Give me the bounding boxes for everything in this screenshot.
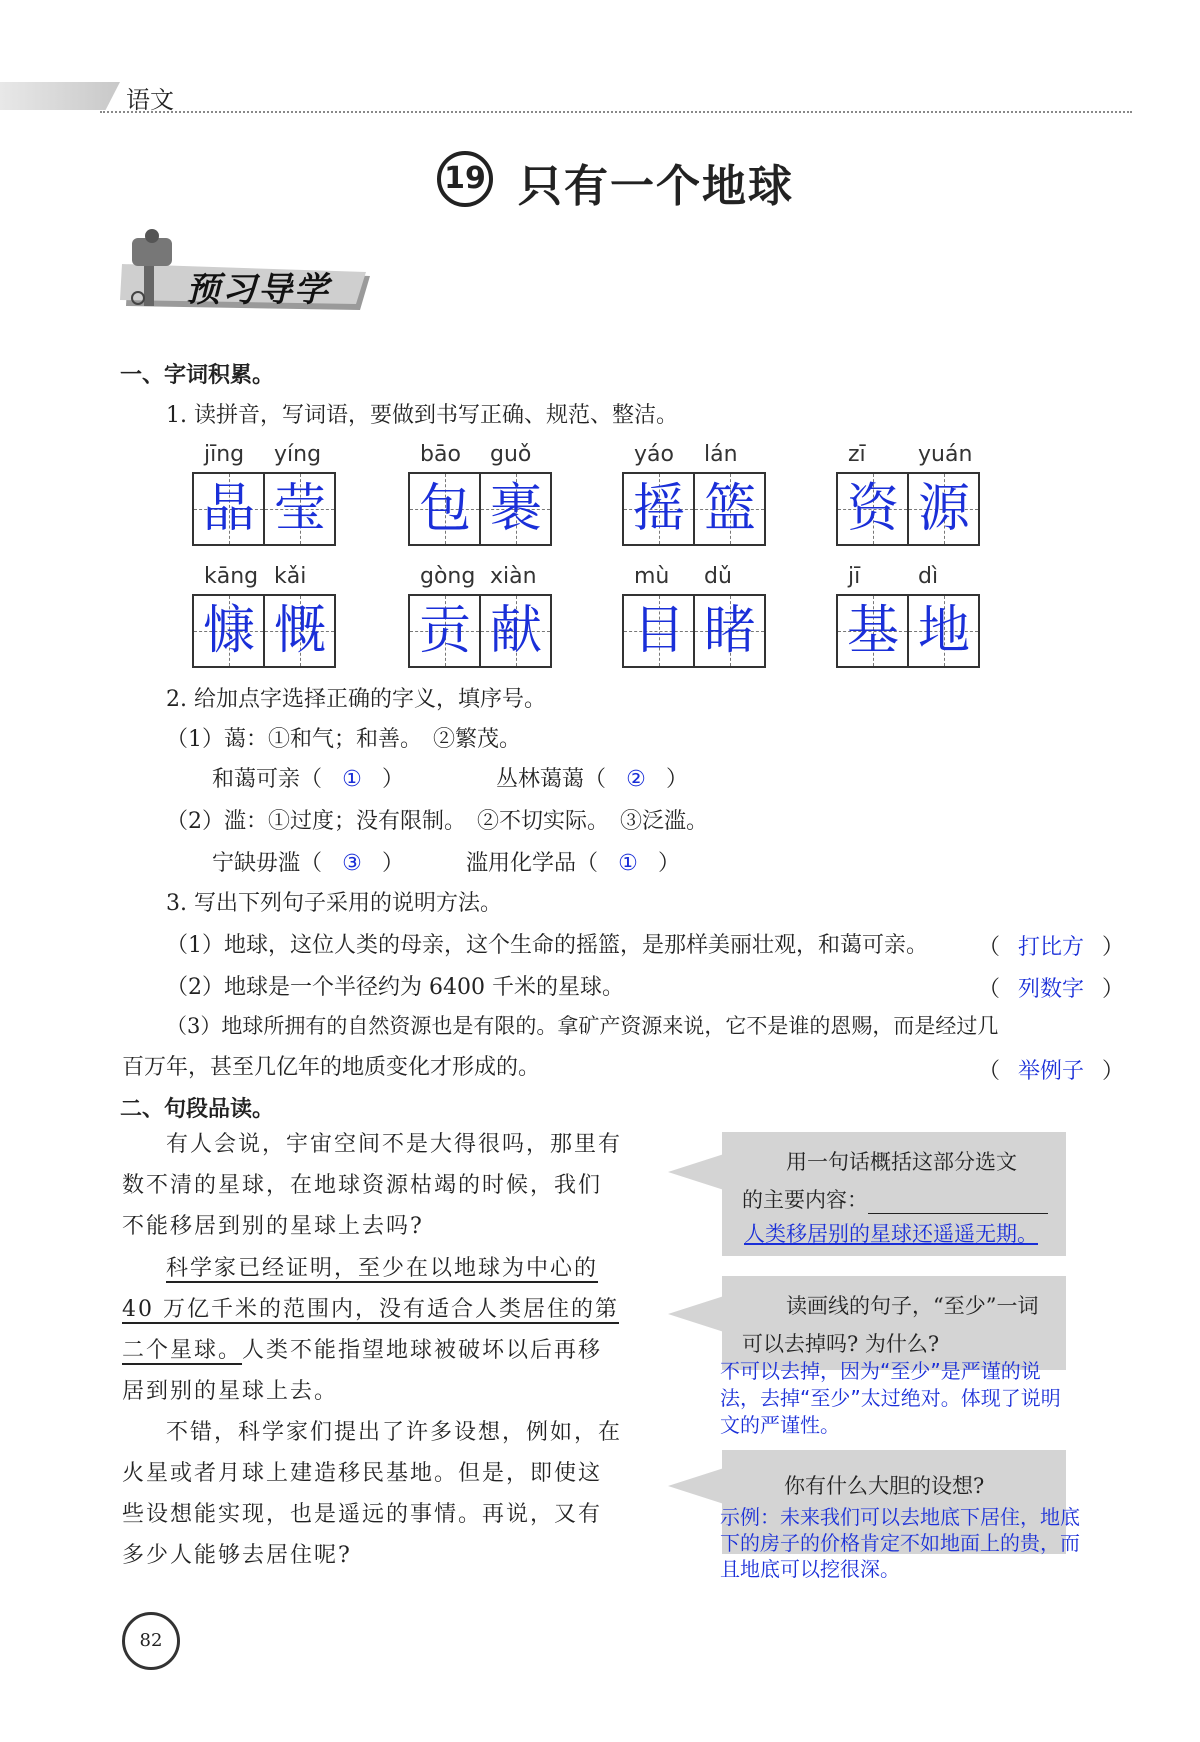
- subject-label: 语文: [126, 86, 174, 114]
- grid-cell[interactable]: [838, 596, 907, 666]
- part2-heading: 二、句段品读。: [120, 1097, 275, 1122]
- header-rule: [100, 111, 1132, 113]
- answer-char: 晶: [202, 479, 255, 539]
- grid-cell[interactable]: [479, 474, 550, 544]
- grid-cell[interactable]: [624, 474, 693, 544]
- passage-paragraph-2-rest: 人类不能指望地球被破坏以后再移居到别的星球上去。: [122, 1338, 603, 1404]
- grid-cell[interactable]: [194, 596, 263, 666]
- close-paren: ）: [382, 851, 405, 876]
- pinyin: yáo: [634, 442, 674, 467]
- q3-3-sentence-line2: 百万年，甚至几亿年的地质变化才形成的。: [122, 1055, 541, 1080]
- writing-grid: [622, 472, 766, 546]
- q2-1b-answer[interactable]: ②: [626, 767, 646, 792]
- part1-heading: 一、字词积累。: [120, 363, 275, 388]
- pinyin: gòng: [420, 564, 476, 589]
- passage-paragraph-1: 有人会说，宇宙空间不是大得很吗，那里有数不清的星球，在地球资源枯竭的时候，我们不能移居到别的星球上去吗?: [122, 1132, 623, 1239]
- question-box-underline: [722, 1276, 1066, 1370]
- answer-char: 裹: [489, 479, 542, 539]
- q2-2a-text: 宁缺毋滥（: [212, 851, 323, 876]
- answer-char: 慨: [273, 601, 326, 661]
- grid-cell[interactable]: [907, 596, 978, 666]
- close-paren: ）: [1102, 977, 1125, 1002]
- close-paren: ）: [1102, 935, 1125, 960]
- pinyin: dì: [918, 564, 939, 589]
- q3-1-sentence: （1）地球，这位人类的母亲，这个生命的摇篮，是那样美丽壮观，和蔼可亲。: [166, 933, 928, 958]
- q3-2-answer-bracket: [978, 972, 1124, 1003]
- close-paren: ）: [382, 767, 405, 792]
- q2-1a-text: 和蔼可亲（: [212, 767, 323, 792]
- q3-3-answer-bracket: [978, 1054, 1124, 1085]
- pinyin: jīng: [204, 442, 245, 467]
- pinyin: dǔ: [704, 564, 732, 589]
- box1-question-line2: [722, 1176, 1066, 1214]
- q3-3-sentence-line1: （3）地球所拥有的自然资源也是有限的。拿矿产资源来说，它不是谁的恩赐，而是经过几: [166, 1014, 999, 1038]
- passage-paragraph-2: [122, 1248, 622, 1412]
- q1-prompt: 1. 读拼音，写词语，要做到书写正确、规范、整洁。: [166, 403, 678, 428]
- box2-question-line1: 读画线的句子，“至少”一词: [786, 1294, 1039, 1318]
- q2-1-definitions: （1）蔼：①和气；和善。 ②繁茂。: [166, 727, 521, 752]
- close-paren: ）: [658, 851, 681, 876]
- q2-2b-answer[interactable]: ①: [618, 851, 638, 876]
- answer-char: 地: [917, 601, 970, 661]
- answer-char: 贡: [418, 601, 471, 661]
- q2-2b-text: 滥用化学品（: [466, 851, 599, 876]
- pinyin: xiàn: [490, 564, 537, 589]
- writing-grid: [192, 594, 336, 668]
- answer-char: 源: [917, 479, 970, 539]
- underlined-sentence: 科学家已经证明，至少在以地球为中心的40 万亿千米的范围内，没有适合人类居住的第二个星球。: [122, 1256, 619, 1363]
- writing-grid: [622, 594, 766, 668]
- grid-cell[interactable]: [479, 596, 550, 666]
- answer-char: 献: [489, 601, 542, 661]
- box1-answer[interactable]: 人类移居别的星球还遥遥无期。: [744, 1222, 1038, 1246]
- grid-cell[interactable]: [263, 596, 334, 666]
- preview-banner-label: 预习导学: [186, 270, 330, 310]
- grid-cell[interactable]: [693, 474, 764, 544]
- header-decoration: [0, 82, 120, 110]
- box1-question-label: 的主要内容：: [742, 1188, 868, 1212]
- box2-answer[interactable]: 不可以去掉，因为“至少”是严谨的说法，去掉“至少”太过绝对。体现了说明文的严谨性。: [720, 1359, 1061, 1437]
- grid-cell[interactable]: [194, 474, 263, 544]
- question-box-summary: [722, 1132, 1066, 1256]
- open-paren: （: [978, 1059, 1001, 1084]
- pinyin: guǒ: [490, 442, 532, 467]
- pinyin: bāo: [420, 442, 461, 467]
- open-paren: （: [978, 935, 1001, 960]
- pinyin: mù: [634, 564, 670, 589]
- q2-1a-answer[interactable]: ①: [342, 767, 362, 792]
- answer-line: [868, 1193, 1048, 1214]
- q2-1b: [496, 762, 688, 793]
- pinyin: jī: [848, 564, 861, 589]
- pinyin: kāng: [204, 564, 259, 589]
- writing-grid: [836, 594, 980, 668]
- answer-char: 篮: [703, 479, 756, 539]
- answer-char: 摇: [632, 479, 685, 539]
- grid-cell[interactable]: [624, 596, 693, 666]
- callout-tail: [668, 1468, 724, 1504]
- pinyin: yuán: [918, 442, 973, 467]
- q3-3-answer[interactable]: 举例子: [1018, 1059, 1085, 1084]
- lesson-title: 只有一个地球: [518, 161, 794, 212]
- open-paren: （: [978, 977, 1001, 1002]
- writing-grid: [192, 472, 336, 546]
- box3-question: 你有什么大胆的设想?: [784, 1474, 985, 1498]
- grid-cell[interactable]: [907, 474, 978, 544]
- callout-tail: [668, 1154, 724, 1190]
- pinyin: zī: [848, 442, 866, 467]
- q3-1-answer-bracket: [978, 930, 1124, 961]
- pinyin: lán: [704, 442, 738, 467]
- q2-1b-text: 丛林蔼蔼（: [496, 767, 607, 792]
- close-paren: ）: [1102, 1059, 1125, 1084]
- box2-question-line2: 可以去掉吗? 为什么?: [742, 1332, 940, 1356]
- grid-cell[interactable]: [693, 596, 764, 666]
- answer-char: 莹: [273, 479, 326, 539]
- q2-prompt: 2. 给加点字选择正确的字义，填序号。: [166, 687, 546, 712]
- q2-2b: [466, 846, 680, 877]
- writing-grid: [836, 472, 980, 546]
- lesson-number: 19: [437, 151, 493, 207]
- answer-char: 基: [846, 601, 899, 661]
- box1-question-line1: 用一句话概括这部分选文: [786, 1150, 1017, 1174]
- passage-paragraph-3: 不错，科学家们提出了许多设想，例如，在火星或者月球上建造移民基地。但是，即使这些设想能实现，也是遥远的事情。再说，又有多少人能够去居住呢?: [122, 1420, 623, 1568]
- q2-1a: [212, 762, 404, 793]
- q3-1-answer[interactable]: 打比方: [1018, 935, 1085, 960]
- answer-char: 资: [846, 479, 899, 539]
- page-number: 82: [122, 1612, 180, 1670]
- grid-cell[interactable]: [838, 474, 907, 544]
- writing-grid: [408, 594, 552, 668]
- pinyin: kǎi: [274, 564, 307, 589]
- answer-char: 慷: [202, 601, 255, 661]
- q3-2-answer[interactable]: 列数字: [1018, 977, 1085, 1002]
- callout-tail: [668, 1296, 724, 1332]
- q2-2a-answer[interactable]: ③: [342, 851, 362, 876]
- pinyin: yíng: [274, 442, 322, 467]
- close-paren: ）: [666, 767, 689, 792]
- answer-char: 包: [418, 479, 471, 539]
- q3-2-sentence: （2）地球是一个半径约为 6400 千米的星球。: [166, 975, 624, 1000]
- grid-cell[interactable]: [410, 596, 479, 666]
- box3-answer[interactable]: 示例：未来我们可以去地底下居住，地底下的房子的价格肯定不如地面上的贵，而且地底可以挖很深。: [720, 1505, 1080, 1581]
- q2-2-definitions: （2）滥：①过度；没有限制。 ②不切实际。 ③泛滥。: [166, 809, 708, 834]
- grid-cell[interactable]: [263, 474, 334, 544]
- grid-cell[interactable]: [410, 474, 479, 544]
- writing-grid: [408, 472, 552, 546]
- answer-char: 目: [632, 601, 685, 661]
- answer-char: 睹: [703, 601, 756, 661]
- q2-2a: [212, 846, 404, 877]
- q3-prompt: 3. 写出下列句子采用的说明方法。: [166, 891, 502, 916]
